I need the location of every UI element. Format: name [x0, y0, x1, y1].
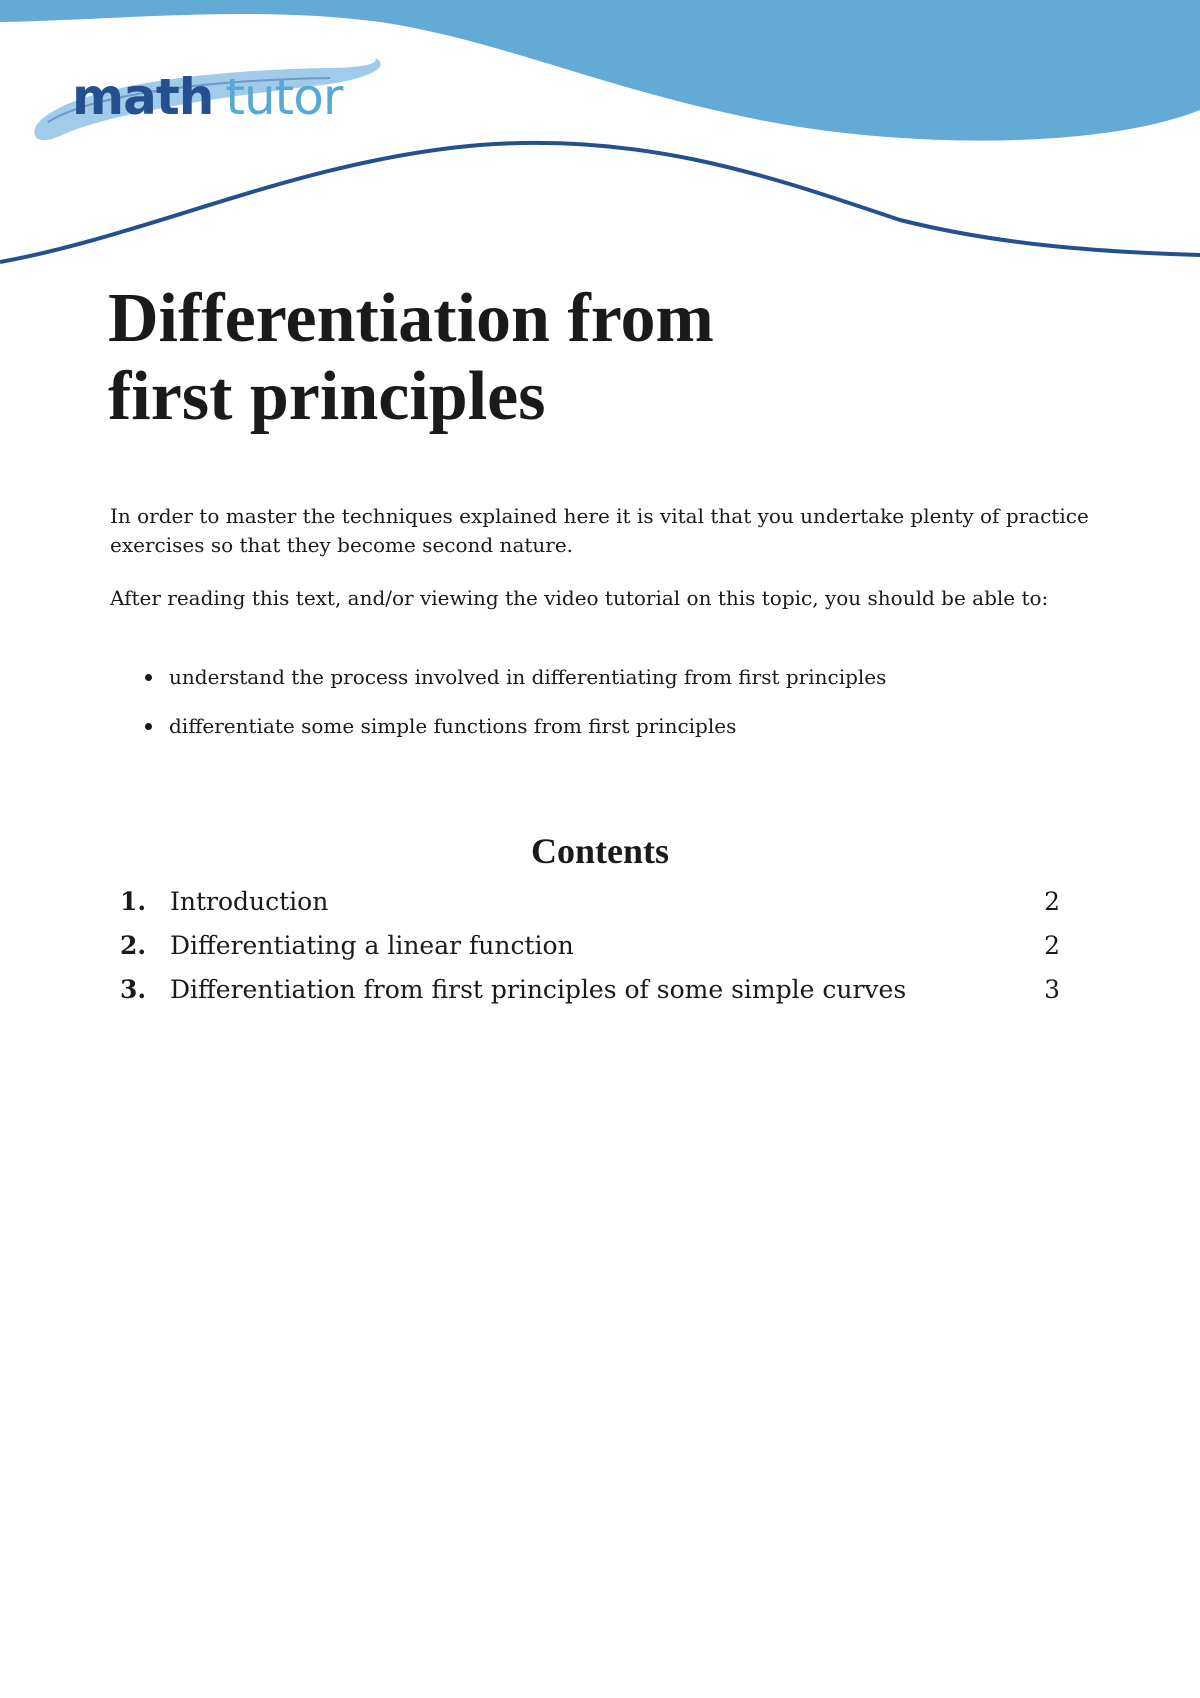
- toc-entry-title: Differentiation from first principles of some simple curves: [170, 975, 907, 1004]
- list-item: [145, 712, 886, 761]
- mathtutor-logo: [30, 52, 390, 148]
- toc-entry-number: 1.: [120, 887, 147, 916]
- title-line-2: first principles: [108, 358, 546, 435]
- toc-entry-simple-curves[interactable]: [120, 974, 1060, 1018]
- toc-entry-number: 2.: [120, 931, 147, 960]
- outcome-text: differentiate some simple functions from first principles: [169, 714, 737, 738]
- learning-outcomes-list: [145, 663, 886, 761]
- bullet-icon: [145, 674, 152, 681]
- table-of-contents: [120, 886, 1060, 1018]
- title-line-1: Differentiation from: [108, 280, 714, 357]
- document-title: [108, 280, 714, 436]
- toc-entry-number: 3.: [120, 975, 147, 1004]
- outcome-text: understand the process involved in differentiating from first principles: [169, 665, 887, 689]
- logo-word-math: math: [72, 68, 214, 126]
- outcomes-lead-paragraph: After reading this text, and/or viewing the video tutorial on this topic, you should be able to:: [110, 586, 1049, 610]
- contents-heading: Contents: [530, 831, 669, 871]
- toc-entry-introduction[interactable]: [120, 886, 1060, 930]
- list-item: [145, 663, 886, 712]
- toc-entry-linear-function[interactable]: [120, 930, 1060, 974]
- logo-wordmark: [72, 68, 343, 126]
- toc-entry-page: 2: [1044, 887, 1060, 916]
- intro-paragraph: In order to master the techniques explained here it is vital that you undertake plenty of practice exercises so that they become second nature.: [110, 504, 1089, 557]
- toc-entry-page: 3: [1044, 975, 1060, 1004]
- toc-entry-title: Introduction: [170, 887, 329, 916]
- toc-entry-title: Differentiating a linear function: [170, 931, 574, 960]
- toc-entry-page: 2: [1044, 931, 1060, 960]
- bullet-icon: [145, 723, 152, 730]
- logo-word-tutor: tutor: [225, 68, 343, 126]
- header-wave-line: [0, 143, 1200, 262]
